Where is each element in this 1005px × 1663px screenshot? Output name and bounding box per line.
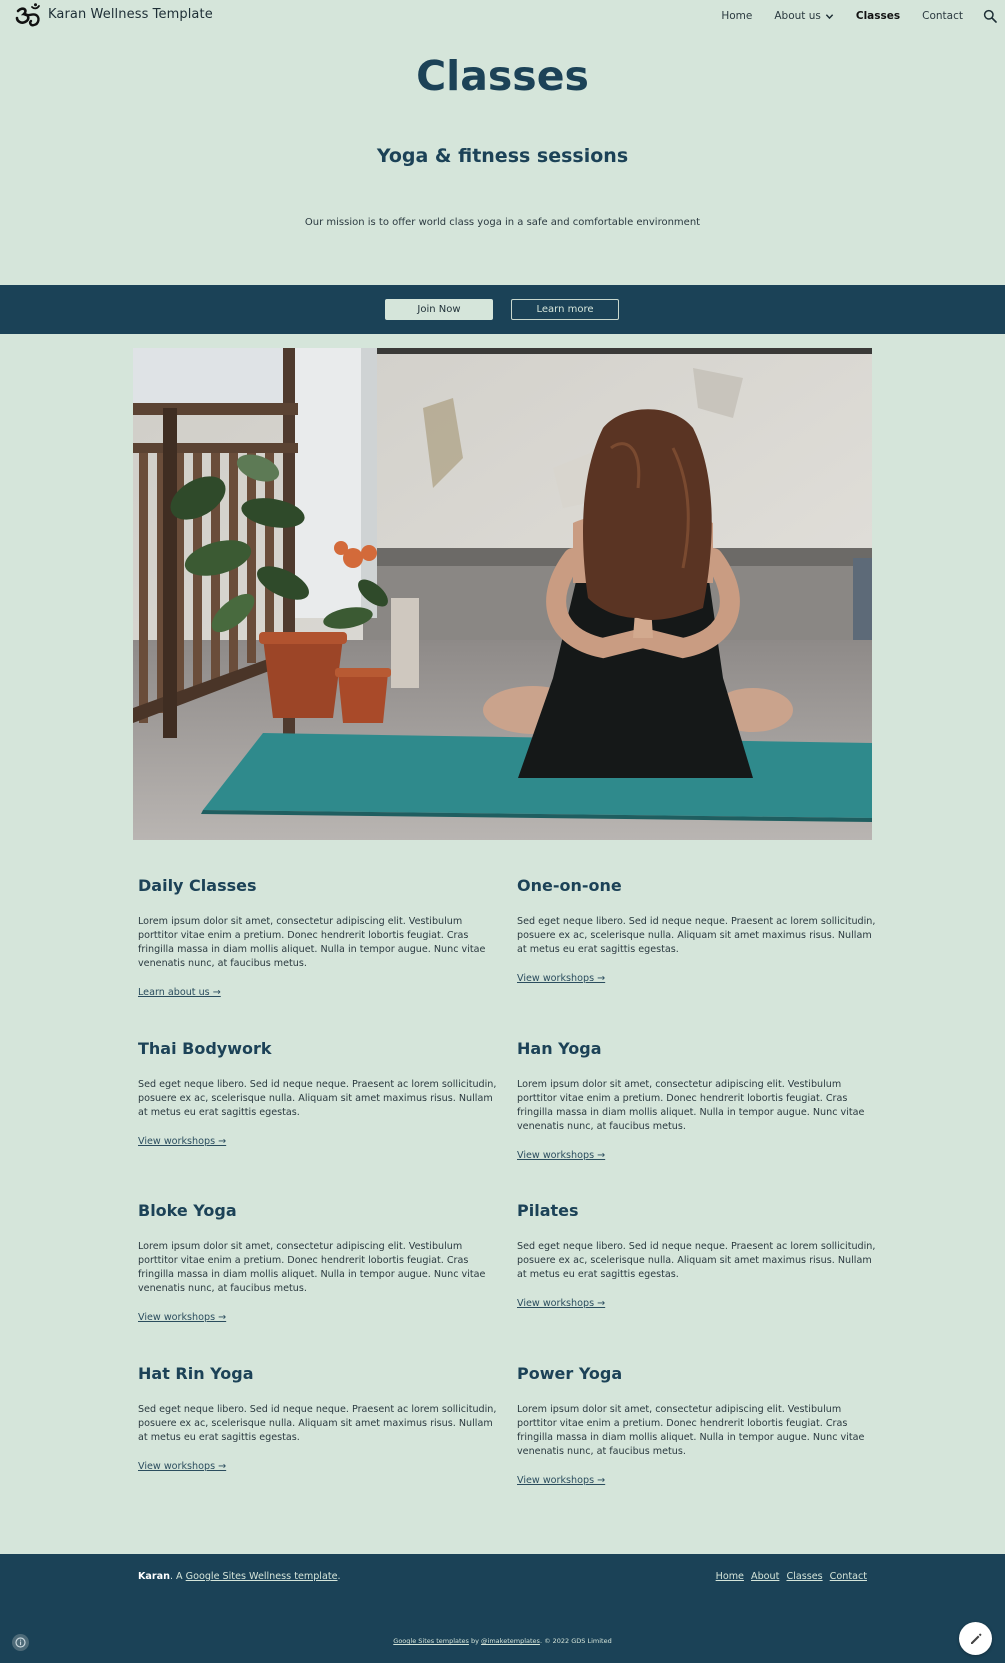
card-title: Hat Rin Yoga bbox=[138, 1364, 254, 1383]
view-workshops-link[interactable]: View workshops → bbox=[138, 1461, 227, 1472]
card-pilates bbox=[517, 1201, 877, 1310]
footer-link-home[interactable]: Home bbox=[715, 1571, 744, 1582]
card-title: Bloke Yoga bbox=[138, 1201, 237, 1220]
card-hat-rin-yoga bbox=[138, 1364, 498, 1473]
card-title: Daily Classes bbox=[138, 876, 257, 895]
footer-nav bbox=[712, 1571, 867, 1582]
cta-band bbox=[0, 285, 1005, 334]
card-body: Sed eget neque libero. Sed id neque neque. Praesent ac lorem sollicitudin, posuere ex ac, scelerisque nulla. Aliquam sit amet maximus risus. Nullam at metus eu erat sagittis egestas. bbox=[517, 1241, 876, 1280]
footer-attribution bbox=[138, 1571, 341, 1582]
credit-author-link[interactable]: @imaketemplates bbox=[481, 1637, 540, 1645]
credit-copyright: . © 2022 GDS Limited bbox=[539, 1637, 612, 1645]
learn-about-us-link[interactable]: Learn about us → bbox=[138, 987, 221, 998]
card-body: Lorem ipsum dolor sit amet, consectetur adipiscing elit. Vestibulum porttitor vitae enim a pretium. Donec hendrerit lobortis feugiat. Cras fringilla massa in diam mollis aliquet. Nulla in tempor augue. Nunc vitae venenatis nunc, at faucibus metus. bbox=[138, 1241, 486, 1294]
footer-link-about[interactable]: About bbox=[751, 1571, 780, 1582]
nav-classes[interactable]: Classes bbox=[855, 10, 901, 22]
pencil-icon bbox=[969, 1632, 983, 1646]
card-title: Han Yoga bbox=[517, 1039, 602, 1058]
view-workshops-link[interactable]: View workshops → bbox=[517, 1475, 606, 1486]
yoga-photo bbox=[133, 348, 872, 840]
join-now-button[interactable]: Join Now bbox=[385, 299, 493, 320]
view-workshops-link[interactable]: View workshops → bbox=[138, 1136, 227, 1147]
card-body: Sed eget neque libero. Sed id neque neque. Praesent ac lorem sollicitudin, posuere ex ac, scelerisque nulla. Aliquam sit amet maximus risus. Nullam at metus eu erat sagittis egestas. bbox=[138, 1079, 497, 1118]
card-title: Thai Bodywork bbox=[138, 1039, 272, 1058]
yoga-scene-image bbox=[133, 348, 872, 840]
card-bloke-yoga bbox=[138, 1201, 498, 1324]
main-nav bbox=[699, 0, 1005, 32]
view-workshops-link[interactable]: View workshops → bbox=[138, 1312, 227, 1323]
card-han-yoga bbox=[517, 1039, 877, 1162]
nav-about-us[interactable] bbox=[774, 10, 834, 22]
card-body: Lorem ipsum dolor sit amet, consectetur adipiscing elit. Vestibulum porttitor vitae enim a pretium. Donec hendrerit lobortis feugiat. Cras fringilla massa in diam mollis aliquet. Nulla in tempor augue. Nunc vitae venenatis nunc, at faucibus metus. bbox=[138, 916, 486, 969]
mission-statement: Our mission is to offer world class yoga in a safe and comfortable environment bbox=[304, 217, 701, 228]
credit-by: by bbox=[468, 1637, 482, 1645]
footer-link-contact[interactable]: Contact bbox=[829, 1571, 867, 1582]
card-body: Lorem ipsum dolor sit amet, consectetur adipiscing elit. Vestibulum porttitor vitae enim a pretium. Donec hendrerit lobortis feugiat. Cras fringilla massa in diam mollis aliquet. Nulla in tempor augue. Nunc vitae venenatis nunc, at faucibus metus. bbox=[517, 1079, 865, 1132]
card-body: Lorem ipsum dolor sit amet, consectetur adipiscing elit. Vestibulum porttitor vitae enim a pretium. Donec hendrerit lobortis feugiat. Cras fringilla massa in diam mollis aliquet. Nulla in tempor augue. Nunc vitae venenatis nunc, at faucibus metus. bbox=[517, 1404, 865, 1457]
card-body: Sed eget neque libero. Sed id neque neque. Praesent ac lorem sollicitudin, posuere ex ac, scelerisque nulla. Aliquam sit amet maximus risus. Nullam at metus eu erat sagittis egestas. bbox=[138, 1404, 497, 1443]
edit-button[interactable] bbox=[959, 1622, 992, 1655]
chevron-down-icon[interactable] bbox=[825, 12, 834, 21]
footer-sep: . A bbox=[169, 1571, 186, 1582]
card-daily-classes bbox=[138, 876, 498, 999]
credit-templates-link[interactable]: Google Sites templates bbox=[393, 1637, 469, 1645]
search-icon[interactable] bbox=[983, 9, 997, 23]
om-logo-icon[interactable] bbox=[14, 3, 42, 29]
view-workshops-link[interactable]: View workshops → bbox=[517, 973, 606, 984]
footer-credit bbox=[0, 1637, 1005, 1645]
footer-template-link[interactable]: Google Sites Wellness template bbox=[185, 1571, 338, 1582]
card-one-on-one bbox=[517, 876, 877, 985]
info-glyph-icon bbox=[15, 1637, 26, 1648]
card-title: Power Yoga bbox=[517, 1364, 623, 1383]
learn-more-button[interactable]: Learn more bbox=[511, 299, 619, 320]
card-thai-bodywork bbox=[138, 1039, 498, 1148]
footer-brand: Karan bbox=[138, 1571, 170, 1582]
nav-home[interactable]: Home bbox=[721, 10, 753, 22]
footer bbox=[0, 1554, 1005, 1663]
card-title: One-on-one bbox=[517, 876, 622, 895]
page-subtitle: Yoga & fitness sessions bbox=[376, 145, 629, 167]
nav-about-us-label: About us bbox=[774, 10, 821, 22]
site-title[interactable]: Karan Wellness Template bbox=[48, 7, 213, 22]
card-power-yoga bbox=[517, 1364, 877, 1487]
card-title: Pilates bbox=[517, 1201, 579, 1220]
view-workshops-link[interactable]: View workshops → bbox=[517, 1298, 606, 1309]
card-body: Sed eget neque libero. Sed id neque neque. Praesent ac lorem sollicitudin, posuere ex ac, scelerisque nulla. Aliquam sit amet maximus risus. Nullam at metus eu erat sagittis egestas. bbox=[517, 916, 876, 955]
page-title: Classes bbox=[416, 52, 589, 100]
info-icon[interactable] bbox=[12, 1634, 29, 1651]
view-workshops-link[interactable]: View workshops → bbox=[517, 1150, 606, 1161]
top-bar bbox=[0, 0, 1005, 32]
footer-end: . bbox=[337, 1571, 341, 1582]
nav-contact[interactable]: Contact bbox=[922, 10, 963, 22]
footer-link-classes[interactable]: Classes bbox=[786, 1571, 823, 1582]
